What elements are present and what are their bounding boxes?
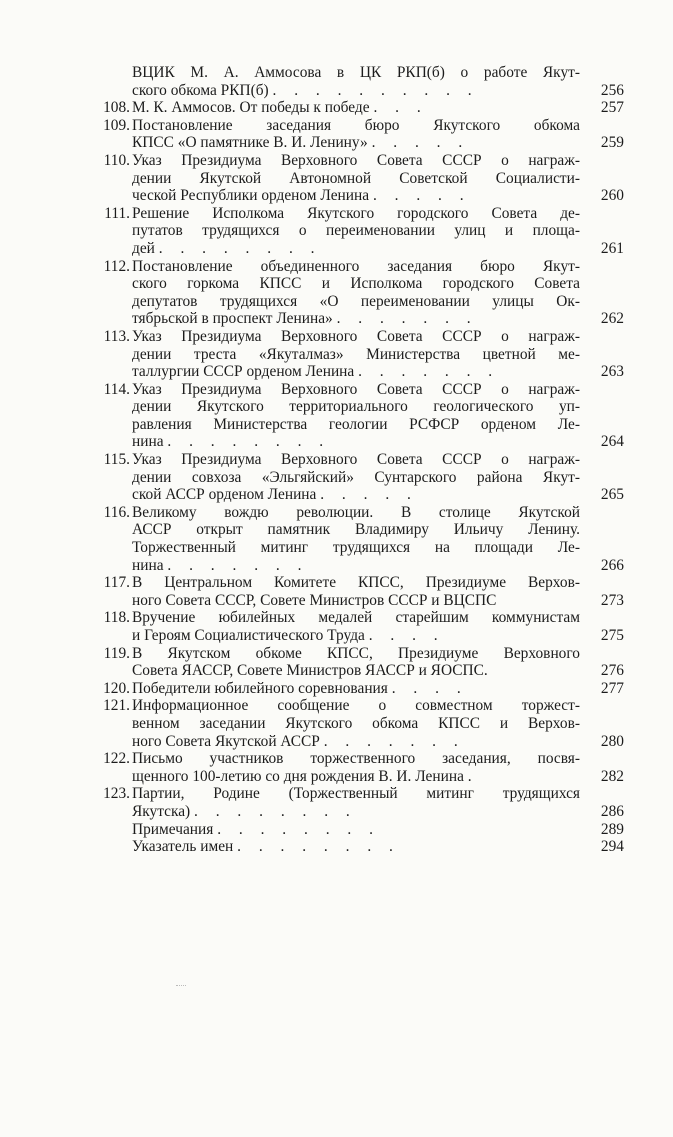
entry-line-text: и Героям Социалистического Труда [132,627,365,644]
page-number: 257 [600,99,624,117]
entry-line-text: равления Министерства геологии РСФСР орденом Ле- [132,415,580,433]
entry-line-text: Указ Президиума Верховного Совета СССР о награж- [132,151,580,169]
entry-line [132,627,580,645]
entry-line-text: Указ Президиума Верховного Совета СССР о награж- [132,380,580,398]
entry-line [132,152,580,170]
entry-line [132,416,580,434]
entry-title [132,99,580,117]
entry-line-text: Партии, Родине (Торжественный митинг трудящихся [132,785,580,803]
leader-dots: . . . . . [372,187,471,205]
entry-title [132,451,580,504]
toc-entry [104,205,624,258]
entry-line-text: КПСС «О памятнике В. И. Ленину» [132,134,368,152]
leader-dots: . . . . . . . [336,310,478,328]
entry-title [132,152,580,205]
leader-dots: . . . . . . . . [158,239,322,257]
entry-line [132,469,580,487]
entry-line-text: Письмо участников торжественного заседания, посвя- [132,750,580,768]
entry-line [132,715,580,733]
page-number: 263 [600,363,624,381]
entry-line [132,205,580,223]
leader-dots: . . . . . [320,486,418,504]
entry-line [132,117,580,135]
entry-line-text: В Центральном Комитете КПСС, Президиуме Верхов- [132,574,580,592]
entry-line [132,750,580,768]
entry-line-text: таллургии СССР орденом Ленина [132,363,355,381]
entry-line-text: дении Якутского территориального геологического уп- [132,398,580,416]
leader-dots: . . . . . . . . [167,433,331,451]
page-number: 264 [600,433,624,451]
page-number: 286 [600,802,624,820]
toc-entry [104,117,624,152]
entry-line [132,486,580,504]
page-number: 277 [600,679,624,697]
entry-line-text: щенного 100-летию со дня рождения В. И. Ленина [132,767,464,785]
entry-line [132,346,580,364]
entry-line [132,768,580,786]
entry-title [132,381,580,451]
entry-line [132,433,580,451]
entry-line [132,134,580,152]
entry-line [132,645,580,663]
entry-number: 118. [103,609,130,627]
entry-title [132,821,580,839]
entry-line-text: венном заседании Якутского обкома КПСС и Верхов- [132,714,580,732]
toc-entry [104,750,624,785]
entry-line [132,170,580,188]
entry-title [132,785,580,820]
entry-title [132,645,580,680]
entry-line [132,398,580,416]
entry-line [132,222,580,240]
entry-title [132,64,580,99]
entry-line [132,82,580,100]
entry-line [132,504,580,522]
entry-line [132,451,580,469]
entry-title [132,504,580,574]
toc-entry [104,574,624,609]
entry-line-text: депутатов трудящихся «О переименовании улицы Ок- [132,292,580,310]
entry-line-text: дении треста «Якуталмаз» Министерства цветной ме- [132,345,580,363]
toc-entry [104,680,624,698]
entry-line-text: тябрьской в проспект Ленина» [132,310,333,328]
entry-line-text: дении Якутской Автономной Советской Социалисти- [132,169,580,187]
entry-number: 122. [103,750,130,768]
entry-line-text: ческой Республики орденом Ленина [132,187,370,205]
entry-line [132,275,580,293]
entry-line-text: ской АССР орденом Ленина [132,486,317,504]
entry-title [132,680,580,698]
entry-title [132,205,580,258]
entry-line [132,592,580,610]
page-number: 266 [600,556,624,574]
toc-entry [104,328,624,381]
toc-entry [104,697,624,750]
entry-number: 113. [103,327,130,345]
entry-line [132,293,580,311]
entry-line-text: Указ Президиума Верховного Совета СССР о награж- [132,451,580,469]
page-number: 260 [600,187,624,205]
leader-dots: . . . . . . . . . . [272,81,479,99]
entry-line-text: Торжественный митинг трудящихся на площади Ле- [132,539,580,557]
entry-line [132,240,580,258]
entry-line-text: М. К. Аммосов. От победы к победе [132,99,370,117]
entry-line-text: ВЦИК М. А. Аммосова в ЦК РКП(б) о работе Якут- [132,64,580,81]
entry-line-text: В Якутском обкоме КПСС, Президиуме Верховного [132,644,580,662]
entry-line [132,609,580,627]
toc-entry [104,152,624,205]
leader-dots: . . . . . . . [358,363,500,381]
page-number: 294 [600,838,624,856]
entry-line-text: Совета ЯАССР, Совете Министров ЯАССР и ЯОСПС. [132,662,488,680]
entry-title [132,838,580,856]
entry-line [132,539,580,557]
page-number: 273 [600,591,624,609]
entry-line-text: путатов трудящихся о переименовании улиц и площа- [132,222,580,240]
leader-dots: . . . . . [371,134,470,152]
entry-line-text: ного Совета Якутской АССР [132,732,320,750]
toc-entry [104,258,624,328]
entry-line [132,64,580,82]
entry-number: 111. [104,204,130,222]
page-number: 256 [600,81,624,99]
entry-line [132,363,580,381]
entry-line [132,310,580,328]
entry-line [132,803,580,821]
entry-line [132,328,580,346]
entry-line-text: Информационное сообщение о совместном торжест- [132,697,580,715]
entry-line [132,697,580,715]
entry-line-text: дей [132,239,155,257]
entry-number: 114. [103,380,130,398]
leader-dots: . . . . [368,627,445,644]
entry-line-text: Указатель имен [132,838,234,856]
page-number: 262 [600,310,624,328]
toc-entry [104,451,624,504]
entry-line [132,680,580,698]
entry-number: 109. [103,116,130,134]
entry-line-text: Вручение юбилейных медалей старейшим коммунистам [132,609,580,627]
entry-line-text: Постановление заседания бюро Якутского обкома [132,116,580,134]
entry-line [132,381,580,399]
entry-title [132,574,580,609]
page-number: 276 [600,662,624,680]
leader-dots: . . . . [391,679,468,697]
entry-line-text: Постановление объединенного заседания бюро Якут- [132,257,580,275]
entry-line [132,821,580,839]
entry-number: 108. [103,99,130,117]
page-number: 261 [600,239,624,257]
entry-line-text: ского обкома РКП(б) [132,81,269,99]
toc-entry [104,381,624,451]
entry-line [132,662,580,680]
entry-line-text: Указ Президиума Верховного Совета СССР о награж- [132,327,580,345]
entry-line [132,187,580,205]
leader-dots: . . . . . . . . [237,838,400,856]
entry-number: 115. [103,451,130,469]
leader-dots: . [467,767,479,785]
toc-entry [104,821,624,839]
entry-line-text: нина [132,556,164,574]
entry-line-text: ного Совета СССР, Совете Министров СССР и ВЦСПС [132,591,497,609]
leader-dots: . . . . . . . [323,732,465,750]
entry-line-text: Победители юбилейного соревнования [132,679,388,697]
entry-title [132,697,580,750]
entry-line-text: ского горкома КПСС и Исполкома городского Совета [132,275,580,293]
page-number: 282 [600,767,624,785]
entry-line-text: АССР открыт памятник Владимиру Ильичу Ленину. [132,521,580,539]
entry-number: 123. [103,785,130,803]
entry-line-text: нина [132,433,164,451]
toc-entry [104,99,624,117]
page-number: 289 [600,820,624,838]
entry-number: 119. [103,644,130,662]
entry-line-text: Якутска) [132,802,191,820]
entry-line [132,99,580,117]
entry-line-text: Примечания [132,820,214,838]
toc-entry [104,785,624,820]
page-number: 275 [600,627,624,644]
leader-dots: . . . . . . . . [194,802,357,820]
toc-entry [104,504,624,574]
entry-title [132,750,580,785]
entry-number: 110. [103,151,130,169]
leader-dots: . . . . . . . [167,556,309,574]
entry-line [132,574,580,592]
entry-number: 121. [103,697,130,715]
bottom-mark [176,985,186,987]
page-number: 265 [600,486,624,504]
toc-entry [104,838,624,856]
entry-line [132,838,580,856]
entry-line [132,733,580,751]
leader-dots: . . . [373,99,428,117]
entry-line [132,258,580,276]
entry-line [132,785,580,803]
toc-entry [104,609,624,644]
toc-entry [104,645,624,680]
entry-number: 117. [103,574,130,592]
entry-number: 112. [103,257,130,275]
page-number: 259 [600,134,624,152]
toc-entry [104,64,624,99]
entry-line-text: дении совхоза «Эльгяйский» Сунтарского района Якут- [132,468,580,486]
entry-title [132,258,580,328]
entry-line [132,521,580,539]
entry-number: 120. [103,679,130,697]
entry-title [132,117,580,152]
entry-line-text: Великому вождю революции. В столице Якутской [132,503,580,521]
page-number: 280 [600,732,624,750]
entry-title [132,328,580,381]
entry-title [132,609,580,644]
table-of-contents [104,64,624,856]
entry-line-text: Решение Исполкома Якутского городского Совета де- [132,204,580,222]
entry-line [132,557,580,575]
leader-dots: . . . . . . . . [217,820,380,838]
entry-number: 116. [103,503,130,521]
